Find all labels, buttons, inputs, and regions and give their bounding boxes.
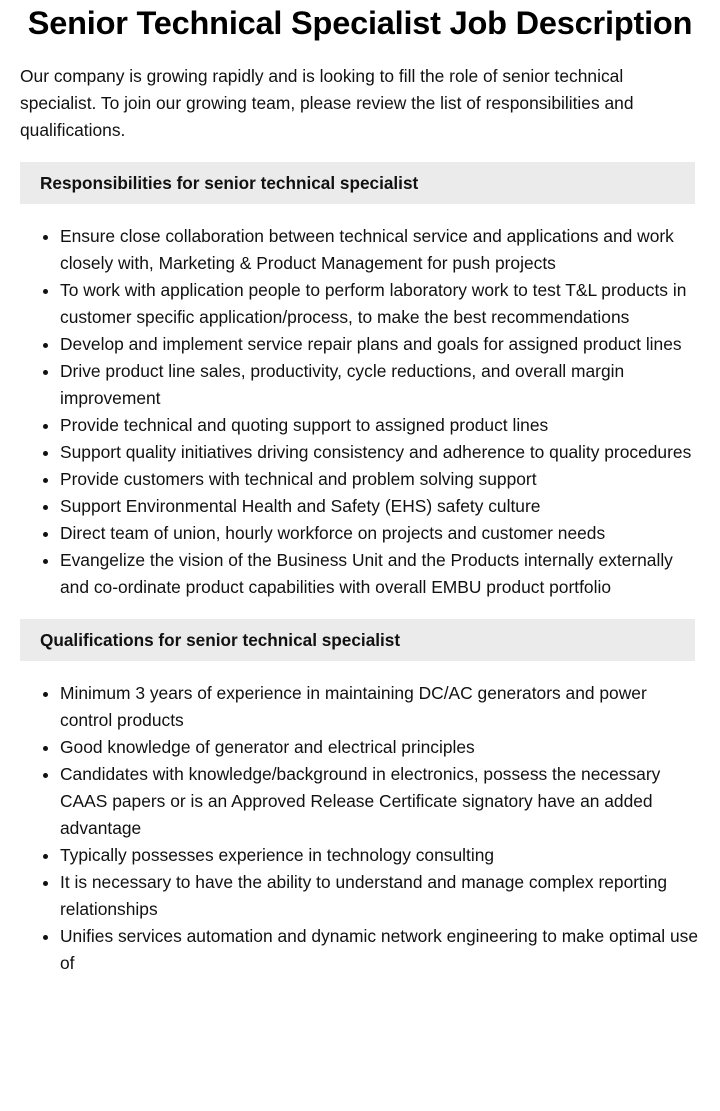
- list-item: Minimum 3 years of experience in maintaining DC/AC generators and power control products: [60, 680, 700, 734]
- list-item: Provide customers with technical and problem solving support: [60, 466, 700, 493]
- list-item: Direct team of union, hourly workforce on projects and customer needs: [60, 520, 700, 547]
- responsibilities-header: [20, 162, 695, 204]
- responsibilities-heading: Responsibilities for senior technical specialist: [40, 172, 419, 193]
- list-item: Ensure close collaboration between technical service and applications and work closely with, Marketing & Product Management for push projects: [60, 223, 700, 277]
- list-item: Support quality initiatives driving consistency and adherence to quality procedures: [60, 439, 700, 466]
- qualifications-heading: Qualifications for senior technical specialist: [40, 629, 401, 650]
- list-item: It is necessary to have the ability to understand and manage complex reporting relationships: [60, 869, 700, 923]
- responsibilities-list: [0, 223, 720, 601]
- intro-paragraph: Our company is growing rapidly and is looking to fill the role of senior technical specialist. To join our growing team, please review the list of responsibilities and qualifications.: [20, 66, 634, 140]
- list-item: Candidates with knowledge/background in electronics, possess the necessary CAAS papers or is an Approved Release Certificate signatory have an added advantage: [60, 761, 700, 842]
- list-item: Provide technical and quoting support to assigned product lines: [60, 412, 700, 439]
- list-item: Good knowledge of generator and electrical principles: [60, 734, 700, 761]
- qualifications-list: [0, 680, 720, 977]
- qualifications-header: [20, 619, 695, 661]
- page-title: Senior Technical Specialist Job Description: [27, 5, 693, 41]
- list-item: Unifies services automation and dynamic network engineering to make optimal use of: [60, 923, 700, 977]
- list-item: Develop and implement service repair plans and goals for assigned product lines: [60, 331, 700, 358]
- list-item: To work with application people to perform laboratory work to test T&L products in customer specific application/process, to make the best recommendations: [60, 277, 700, 331]
- list-item: Support Environmental Health and Safety (EHS) safety culture: [60, 493, 700, 520]
- list-item: Evangelize the vision of the Business Unit and the Products internally externally and co-ordinate product capabilities with overall EMBU product portfolio: [60, 547, 700, 601]
- list-item: Typically possesses experience in technology consulting: [60, 842, 700, 869]
- list-item: Drive product line sales, productivity, cycle reductions, and overall margin improvement: [60, 358, 700, 412]
